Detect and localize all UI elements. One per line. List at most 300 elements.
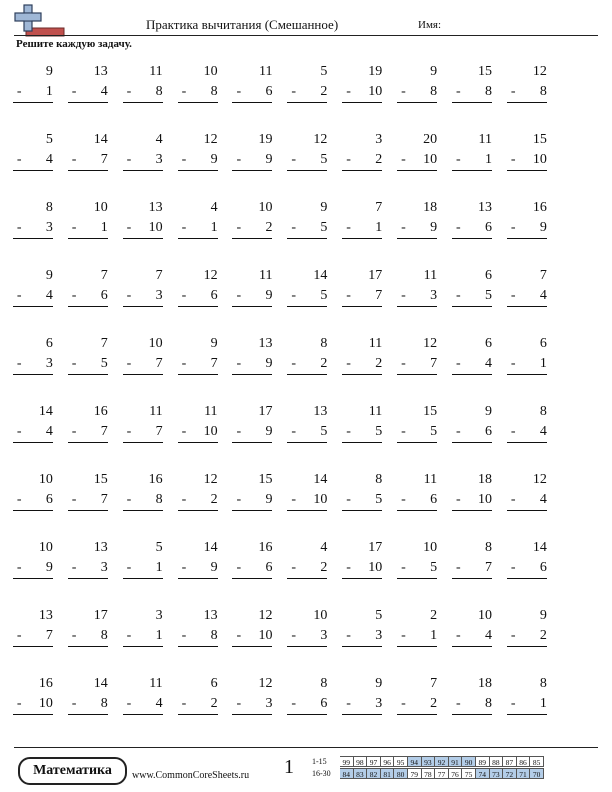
subtrahend: 4 <box>485 628 493 643</box>
page-number: 1 <box>284 756 294 778</box>
subtrahend-row <box>397 84 437 103</box>
minus-sign: - <box>16 628 22 643</box>
subtrahend: 4 <box>155 696 163 711</box>
subtrahend: 9 <box>265 152 273 167</box>
subtrahend-row <box>68 628 108 647</box>
minus-sign: - <box>236 628 242 643</box>
subtrahend-row <box>287 628 327 647</box>
minus-sign: - <box>181 628 187 643</box>
subtraction-problem <box>115 61 170 129</box>
subtrahend: 2 <box>539 628 547 643</box>
subtrahend: 10 <box>423 152 438 167</box>
minuend: 16 <box>93 404 108 419</box>
subtraction-problem <box>499 197 554 265</box>
subtrahend: 9 <box>265 492 273 507</box>
score-key <box>312 755 544 779</box>
subtrahend-row <box>13 152 53 171</box>
subtraction-problem <box>170 401 225 469</box>
subtraction-problem <box>170 197 225 265</box>
subtraction-problem <box>170 333 225 401</box>
score-key-cell: 71 <box>517 768 531 779</box>
minus-sign: - <box>456 356 461 371</box>
score-key-cell: 78 <box>422 768 436 779</box>
minuend: 9 <box>375 676 383 691</box>
subtraction-problem <box>334 61 389 129</box>
minuend: 12 <box>313 132 328 147</box>
minuend: 12 <box>423 336 438 351</box>
score-key-cell: 70 <box>530 768 544 779</box>
subtrahend-row <box>287 288 327 307</box>
subtrahend: 10 <box>148 220 163 235</box>
subtraction-problem <box>225 537 280 605</box>
minus-sign: - <box>456 220 461 235</box>
subtraction-problem <box>389 333 444 401</box>
minuend: 10 <box>478 608 493 623</box>
minus-sign: - <box>16 84 22 99</box>
subtrahend-row <box>287 424 327 443</box>
subtrahend-row <box>178 152 218 171</box>
minuend: 13 <box>93 64 108 79</box>
problems-grid <box>0 61 612 741</box>
subtrahend-row <box>507 424 547 443</box>
subtrahend-row <box>13 84 53 103</box>
subtraction-problem <box>499 537 554 605</box>
subtrahend: 8 <box>539 84 547 99</box>
minuend: 7 <box>155 268 163 283</box>
minus-sign: - <box>401 628 406 643</box>
subtrahend: 6 <box>100 288 108 303</box>
subtrahend-row <box>342 424 382 443</box>
score-key-cell: 93 <box>422 756 436 767</box>
subtraction-problem <box>279 673 334 741</box>
minuend: 12 <box>203 472 218 487</box>
minus-sign: - <box>291 424 297 439</box>
minus-sign: - <box>236 356 242 371</box>
subtraction-problem <box>279 61 334 129</box>
minuend: 3 <box>155 608 163 623</box>
subtraction-problem <box>334 265 389 333</box>
minus-sign: - <box>401 492 406 507</box>
minus-sign: - <box>71 288 77 303</box>
minuend: 6 <box>485 268 493 283</box>
subtrahend: 7 <box>430 356 438 371</box>
subtraction-problem <box>225 401 280 469</box>
minus-sign: - <box>71 560 77 575</box>
minuend: 12 <box>258 608 273 623</box>
minuend: 5 <box>375 608 383 623</box>
minus-sign: - <box>346 84 351 99</box>
subtraction-problem <box>279 265 334 333</box>
subtrahend-row <box>342 152 382 171</box>
subtrahend-row <box>287 152 327 171</box>
subtrahend-row <box>123 424 163 443</box>
subtrahend: 9 <box>539 220 547 235</box>
subtrahend-row <box>178 356 218 375</box>
minus-sign: - <box>346 288 351 303</box>
subtrahend: 9 <box>210 152 218 167</box>
subtraction-problem <box>5 605 60 673</box>
minuend: 13 <box>313 404 328 419</box>
subtraction-problem <box>60 401 115 469</box>
subtrahend: 4 <box>539 492 547 507</box>
subtrahend-row <box>342 492 382 511</box>
minus-sign: - <box>291 84 297 99</box>
subtrahend: 7 <box>155 356 163 371</box>
subtrahend: 3 <box>430 288 438 303</box>
minuend: 15 <box>93 472 108 487</box>
minus-sign: - <box>510 628 516 643</box>
minus-sign: - <box>510 492 516 507</box>
subtrahend-row <box>397 560 437 579</box>
subtraction-problem <box>5 401 60 469</box>
subtrahend-row <box>232 492 272 511</box>
minus-sign: - <box>510 424 516 439</box>
minuend: 13 <box>93 540 108 555</box>
minuend: 18 <box>478 472 493 487</box>
minus-sign: - <box>456 492 461 507</box>
subtraction-problem <box>444 605 499 673</box>
minus-sign: - <box>126 356 132 371</box>
subtraction-problem <box>389 265 444 333</box>
subtrahend-row <box>342 220 382 239</box>
subtrahend-row <box>452 492 492 511</box>
minuend: 14 <box>203 540 218 555</box>
minuend: 7 <box>539 268 547 283</box>
subtraction-problem <box>499 265 554 333</box>
subtrahend-row <box>287 84 327 103</box>
subtrahend: 2 <box>210 492 218 507</box>
minuend: 9 <box>210 336 218 351</box>
minus-sign: - <box>236 84 242 99</box>
minuend: 17 <box>93 608 108 623</box>
subtrahend: 1 <box>100 220 108 235</box>
score-key-row <box>312 767 544 779</box>
minus-sign: - <box>510 220 516 235</box>
minus-sign: - <box>71 492 77 507</box>
subtraction-problem <box>5 61 60 129</box>
minus-sign: - <box>510 152 516 167</box>
subtrahend: 1 <box>45 84 53 99</box>
subtrahend: 1 <box>539 356 547 371</box>
subtrahend: 5 <box>485 288 493 303</box>
subtrahend-row <box>507 628 547 647</box>
minuend: 8 <box>320 676 328 691</box>
subtrahend: 10 <box>368 560 383 575</box>
subtraction-problem <box>115 129 170 197</box>
subtrahend: 4 <box>45 288 53 303</box>
score-key-row <box>312 755 544 767</box>
subtrahend: 8 <box>100 628 108 643</box>
subtrahend-row <box>68 288 108 307</box>
subtrahend: 6 <box>265 560 273 575</box>
score-key-cell: 73 <box>490 768 504 779</box>
subtrahend: 7 <box>485 560 493 575</box>
subtrahend: 2 <box>375 356 383 371</box>
subtrahend: 7 <box>45 628 53 643</box>
minuend: 5 <box>45 132 53 147</box>
subtrahend: 2 <box>320 84 328 99</box>
subtraction-problem <box>389 61 444 129</box>
subtrahend-row <box>397 220 437 239</box>
minus-sign: - <box>346 152 351 167</box>
score-key-cell: 94 <box>408 756 422 767</box>
subtraction-problem <box>279 333 334 401</box>
subtrahend-row <box>397 628 437 647</box>
subtraction-problem <box>444 469 499 537</box>
score-key-cell: 98 <box>354 756 368 767</box>
subtrahend: 3 <box>265 696 273 711</box>
subtrahend: 5 <box>320 220 328 235</box>
subtraction-problem <box>225 673 280 741</box>
subtraction-problem <box>499 673 554 741</box>
subtraction-problem <box>225 265 280 333</box>
subtraction-problem <box>170 537 225 605</box>
subtrahend-row <box>397 152 437 171</box>
minus-sign: - <box>401 424 406 439</box>
subtrahend: 4 <box>485 356 493 371</box>
subtrahend: 8 <box>210 84 218 99</box>
subtraction-problem <box>170 469 225 537</box>
subtraction-problem <box>499 401 554 469</box>
minuend: 14 <box>532 540 547 555</box>
subtrahend-row <box>452 424 492 443</box>
subtrahend-row <box>178 696 218 715</box>
minus-sign: - <box>401 356 406 371</box>
subtrahend-row <box>507 356 547 375</box>
minus-sign: - <box>126 220 132 235</box>
subtraction-problem <box>60 469 115 537</box>
subtraction-problem <box>60 333 115 401</box>
minuend: 11 <box>478 132 493 147</box>
subtrahend-row <box>507 84 547 103</box>
subtrahend: 6 <box>320 696 328 711</box>
minus-sign: - <box>510 288 516 303</box>
minus-sign: - <box>126 288 132 303</box>
subtraction-problem <box>5 129 60 197</box>
minuend: 11 <box>258 64 273 79</box>
minus-sign: - <box>236 696 242 711</box>
subtraction-problem <box>279 197 334 265</box>
subtrahend: 6 <box>539 560 547 575</box>
score-key-cell: 82 <box>367 768 381 779</box>
minuend: 13 <box>203 608 218 623</box>
subtrahend-row <box>287 560 327 579</box>
score-key-cell: 84 <box>340 768 354 779</box>
minus-sign: - <box>346 220 351 235</box>
subtrahend-row <box>178 84 218 103</box>
minus-sign: - <box>401 288 406 303</box>
subtrahend-row <box>452 696 492 715</box>
subtraction-problem <box>5 333 60 401</box>
subtraction-problem <box>334 469 389 537</box>
subtrahend-row <box>68 696 108 715</box>
subtrahend: 10 <box>368 84 383 99</box>
subtraction-problem <box>170 61 225 129</box>
score-key-cell: 81 <box>381 768 395 779</box>
subtraction-problem <box>334 333 389 401</box>
minus-sign: - <box>456 560 461 575</box>
subtrahend-row <box>397 424 437 443</box>
minuend: 16 <box>258 540 273 555</box>
subtrahend: 6 <box>485 424 493 439</box>
subtraction-problem <box>5 537 60 605</box>
subtraction-problem <box>279 401 334 469</box>
subtraction-problem <box>115 537 170 605</box>
minus-sign: - <box>16 424 22 439</box>
minus-sign: - <box>401 696 406 711</box>
subtraction-problem <box>115 265 170 333</box>
subtrahend-row <box>342 560 382 579</box>
minuend: 10 <box>38 540 53 555</box>
minuend: 9 <box>45 64 53 79</box>
minus-sign: - <box>291 492 297 507</box>
score-key-cell: 87 <box>503 756 517 767</box>
subtraction-problem <box>170 129 225 197</box>
minuend: 7 <box>430 676 438 691</box>
minus-sign: - <box>456 696 461 711</box>
minus-sign: - <box>291 628 297 643</box>
subtrahend-row <box>13 560 53 579</box>
subtraction-problem <box>334 197 389 265</box>
subtrahend-row <box>68 560 108 579</box>
subtraction-problem <box>225 197 280 265</box>
subtraction-problem <box>60 537 115 605</box>
minus-sign: - <box>291 152 297 167</box>
subtrahend-row <box>342 84 382 103</box>
score-key-cell: 89 <box>476 756 490 767</box>
subtrahend: 9 <box>265 288 273 303</box>
subtrahend: 7 <box>100 424 108 439</box>
minus-sign: - <box>346 424 351 439</box>
minuend: 14 <box>313 472 328 487</box>
minus-sign: - <box>181 492 187 507</box>
minuend: 4 <box>210 200 218 215</box>
subtrahend: 10 <box>532 152 547 167</box>
subtraction-problem <box>60 197 115 265</box>
subtrahend: 1 <box>210 220 218 235</box>
minuend: 4 <box>320 540 328 555</box>
score-key-cell: 77 <box>435 768 449 779</box>
subtraction-problem <box>115 469 170 537</box>
minuend: 16 <box>532 200 547 215</box>
footer-divider <box>14 747 598 748</box>
subtrahend: 1 <box>155 560 163 575</box>
subtraction-problem <box>389 401 444 469</box>
minus-sign: - <box>236 288 242 303</box>
subtraction-problem <box>60 61 115 129</box>
minuend: 10 <box>38 472 53 487</box>
subtraction-problem <box>225 61 280 129</box>
minus-sign: - <box>126 560 132 575</box>
minuend: 5 <box>320 64 328 79</box>
subtrahend-row <box>232 696 272 715</box>
minus-sign: - <box>126 424 132 439</box>
minus-sign: - <box>236 152 242 167</box>
minus-sign: - <box>16 492 22 507</box>
score-key-cell: 76 <box>449 768 463 779</box>
subtrahend: 3 <box>320 628 328 643</box>
subtrahend: 6 <box>45 492 53 507</box>
subtrahend-row <box>507 288 547 307</box>
minuend: 16 <box>38 676 53 691</box>
minuend: 13 <box>38 608 53 623</box>
subtraction-problem <box>5 469 60 537</box>
minuend: 13 <box>148 200 163 215</box>
minus-sign: - <box>291 560 297 575</box>
minus-sign: - <box>126 628 132 643</box>
subtraction-problem <box>115 673 170 741</box>
subtrahend: 9 <box>265 424 273 439</box>
score-key-range: 1-15 <box>312 756 327 766</box>
minus-sign: - <box>346 628 351 643</box>
minus-sign: - <box>236 560 242 575</box>
minuend: 6 <box>539 336 547 351</box>
subtrahend-row <box>397 696 437 715</box>
minuend: 11 <box>149 404 163 419</box>
subtrahend: 6 <box>210 288 218 303</box>
score-key-cell: 90 <box>462 756 476 767</box>
minus-sign: - <box>16 696 22 711</box>
subtrahend-row <box>397 492 437 511</box>
subtraction-problem <box>170 673 225 741</box>
minuend: 10 <box>313 608 328 623</box>
minuend: 18 <box>478 676 493 691</box>
minus-sign: - <box>71 696 77 711</box>
minuend: 8 <box>485 540 493 555</box>
minus-sign: - <box>181 84 187 99</box>
minus-sign: - <box>456 628 461 643</box>
subtrahend-row <box>123 628 163 647</box>
minus-sign: - <box>181 424 187 439</box>
minuend: 17 <box>368 540 383 555</box>
minus-sign: - <box>401 152 406 167</box>
subtrahend: 2 <box>320 356 328 371</box>
minus-sign: - <box>510 84 516 99</box>
score-key-cell: 80 <box>394 768 408 779</box>
subtraction-problem <box>279 129 334 197</box>
subtrahend: 8 <box>430 84 438 99</box>
subtrahend: 4 <box>45 152 53 167</box>
minus-sign: - <box>181 152 187 167</box>
minus-sign: - <box>126 696 132 711</box>
minuend: 10 <box>148 336 163 351</box>
minus-sign: - <box>236 492 242 507</box>
subtrahend-row <box>452 560 492 579</box>
subtrahend: 2 <box>210 696 218 711</box>
subtrahend-row <box>68 424 108 443</box>
minus-sign: - <box>346 696 351 711</box>
subtrahend-row <box>287 220 327 239</box>
subtrahend: 6 <box>485 220 493 235</box>
subtrahend-row <box>287 356 327 375</box>
minus-sign: - <box>346 560 351 575</box>
subtrahend: 4 <box>539 288 547 303</box>
subtraction-problem <box>334 537 389 605</box>
minuend: 5 <box>155 540 163 555</box>
subtrahend: 9 <box>430 220 438 235</box>
subtrahend-row <box>232 628 272 647</box>
minus-sign: - <box>401 560 406 575</box>
minuend: 4 <box>155 132 163 147</box>
worksheet-title: Практика вычитания (Смешанное) <box>146 17 339 32</box>
minus-sign: - <box>71 152 77 167</box>
subtraction-problem <box>444 197 499 265</box>
minuend: 8 <box>539 404 547 419</box>
subtraction-problem <box>389 537 444 605</box>
subtrahend: 6 <box>430 492 438 507</box>
minus-sign: - <box>510 696 516 711</box>
subtrahend-row <box>123 356 163 375</box>
